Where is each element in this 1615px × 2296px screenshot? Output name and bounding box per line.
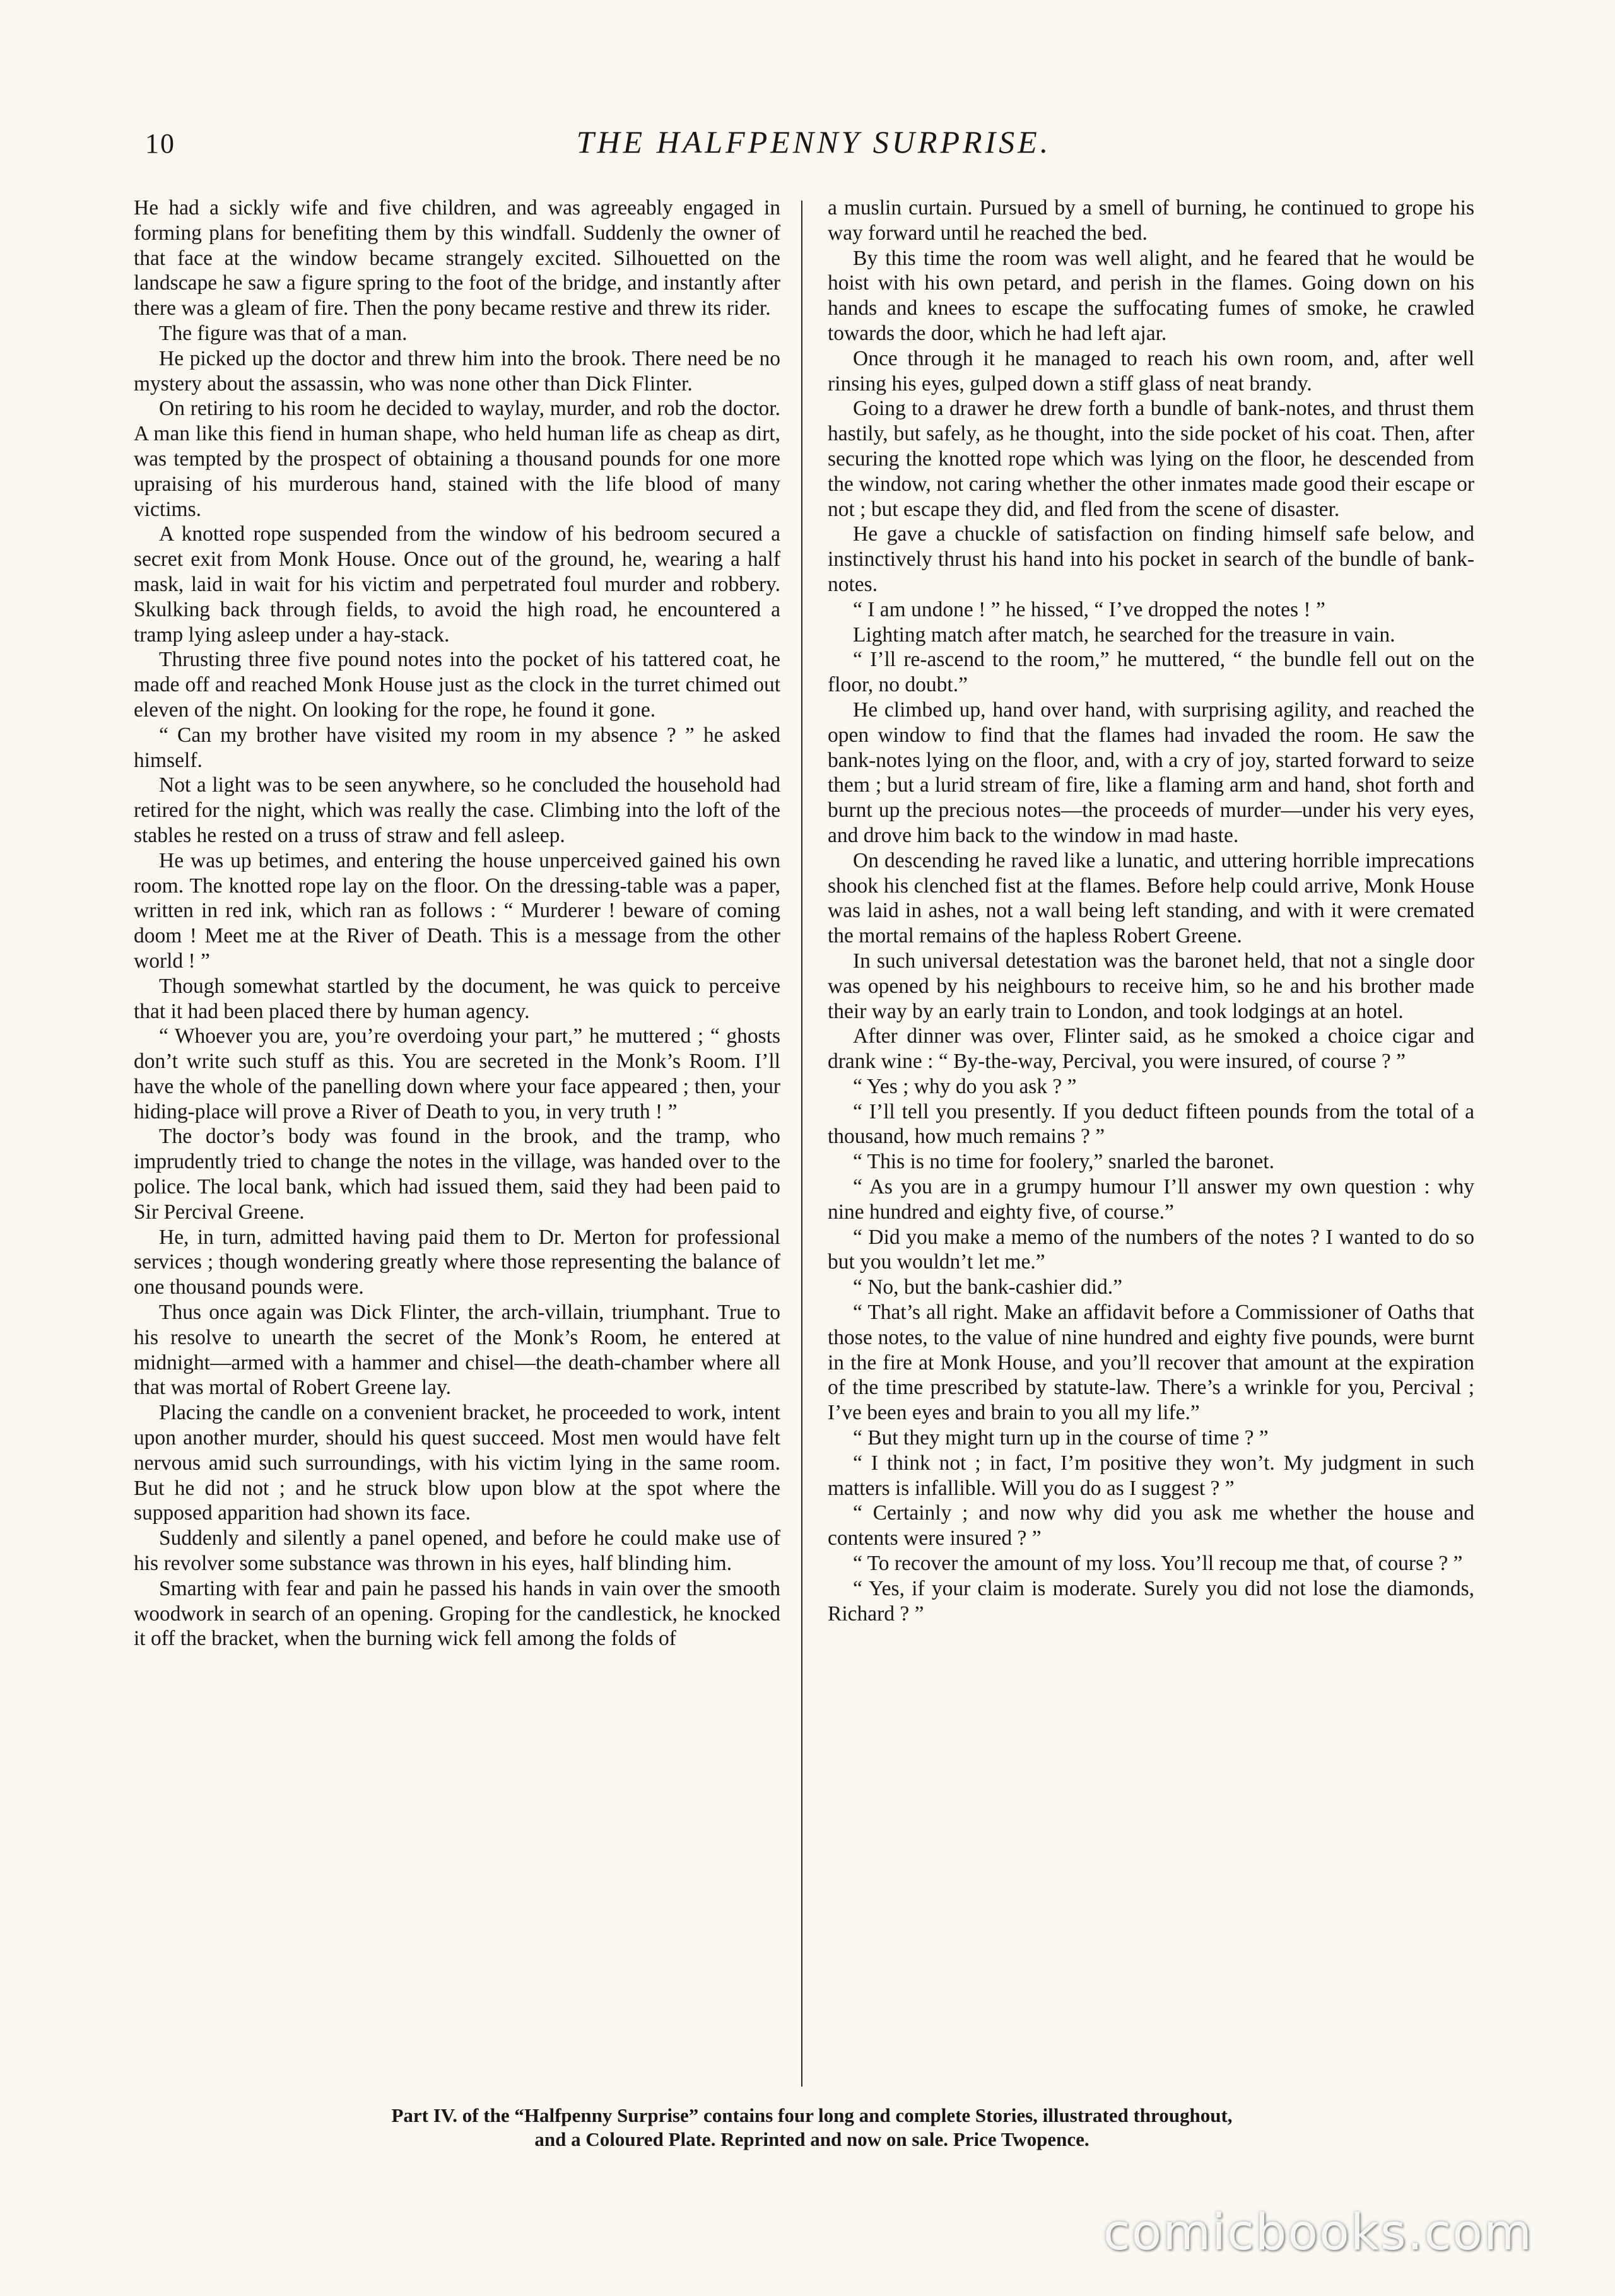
paragraph: “ Yes, if your claim is moderate. Surely you did not lose the diamonds, Richard ? ” [828, 1576, 1474, 1625]
paragraph: He was up betimes, and entering the house unperceived gained his own room. The knotted rope lay on the floor. On the dressing-table was a paper, written in red ink, which ran as follows : “ Murderer ! beware of coming doom ! Meet me at the River of Death. This is a message from the other world ! ” [134, 848, 780, 973]
paragraph: Going to a drawer he drew forth a bundle of bank-notes, and thrust them hastily, but safely, as he thought, into the side pocket of his coat. Then, after securing the knotted rope which was lying on the floor, he descended from the window, not caring whether the other inmates made good their escape or not ; but escape they did, and fled from the scene of disaster. [828, 397, 1474, 521]
paragraph: “ As you are in a grumpy humour I’ll answer my own question : why nine hundred and eighty five, of course.” [828, 1175, 1474, 1224]
paragraph: After dinner was over, Flinter said, as he smoked a choice cigar and drank wine : “ By-the-way, Percival, you were insured, of course ? ” [828, 1024, 1474, 1074]
advertisement-notice [146, 2104, 1477, 2152]
paragraph: Thrusting three five pound notes into the pocket of his tattered coat, he made off and reached Monk House just as the clock in the turret chimed out eleven of the night. On looking for the rope, he found it gone. [134, 648, 780, 722]
paragraph: On retiring to his room he decided to waylay, murder, and rob the doctor. A man like this fiend in human shape, who held human life as cheap as dirt, was tempted by the prospect of obtaining a thousand pounds for one more upraising of his murderous hand, stained with the life blood of many victims. [134, 397, 780, 521]
page-header [145, 124, 1483, 168]
notice-line-2: and a Coloured Plate. Reprinted and now on sale. Price Twopence. [534, 2128, 1089, 2150]
paragraph: a muslin curtain. Pursued by a smell of burning, he continued to grope his way forward until he reached the bed. [828, 196, 1474, 245]
paragraph: “ Did you make a memo of the numbers of the notes ? I wanted to do so but you wouldn’t let me.” [828, 1225, 1474, 1274]
paragraph: He climbed up, hand over hand, with surprising agility, and reached the open window to find that the flames had invaded the room. He saw the bank-notes lying on the floor, and, with a cry of joy, started forward to seize them ; but a lurid stream of fire, like a flaming arm and hand, shot forth and burnt up the precious notes—the proceeds of murder—under his very eyes, and drove him back to the window in mad haste. [828, 698, 1474, 847]
paragraph: “ I think not ; in fact, I’m positive they won’t. My judgment in such matters is infallible. Will you do as I suggest ? ” [828, 1451, 1474, 1500]
paragraph: The doctor’s body was found in the brook, and the tramp, who imprudently tried to change the notes in the village, was handed over to the police. The local bank, which had issued them, said they had been paid to Sir Percival Greene. [134, 1125, 780, 1224]
paragraph: On descending he raved like a lunatic, and uttering horrible imprecations shook his clenched fist at the flames. Before help could arrive, Monk House was laid in ashes, not a wall being left standing, and with it were cremated the mortal remains of the hapless Robert Greene. [828, 848, 1474, 948]
paragraph: “ To recover the amount of my loss. You’ll recoup me that, of course ? ” [853, 1552, 1463, 1576]
paragraph: “ I’ll tell you presently. If you deduct fifteen pounds from the total of a thousand, how much remains ? ” [828, 1099, 1474, 1149]
paragraph: Lighting match after match, he searched for the treasure in vain. [853, 623, 1395, 647]
paragraph: “ Certainly ; and now why did you ask me whether the house and contents were insured ? ” [828, 1501, 1474, 1550]
paragraph: He had a sickly wife and five children, and was agreeably engaged in forming plans for benefiting them by this windfall. Suddenly the owner of that face at the window became strangely excited. Silhouetted on the landscape he saw a figure spring to the foot of the bridge, and instantly after there was a gleam of fire. Then the pony became restive and threw its rider. [134, 196, 780, 320]
paragraph: Suddenly and silently a panel opened, and before he could make use of his revolver some substance was thrown in his eyes, half blinding him. [134, 1526, 780, 1576]
paragraph: Smarting with fear and pain he passed his hands in vain over the smooth woodwork in search of an opening. Groping for the candlestick, he knocked it off the bracket, when the burning wick fell among the folds of [134, 1576, 780, 1651]
paragraph: “ Whoever you are, you’re overdoing your part,” he muttered ; “ ghosts don’t write such stuff as this. You are secreted in the Monk’s Room. I’ll have the whole of the panelling down where your face appeared ; then, your hiding-place will prove a River of Death to you, in very truth ! ” [134, 1024, 780, 1123]
left-text-column [134, 196, 780, 2094]
running-title: THE HALFPENNY SURPRISE. [576, 124, 1052, 160]
paragraph: Placing the candle on a convenient bracket, he proceeded to work, intent upon another murder, should his quest succeed. Most men would have felt nervous amid such surroundings, with his victim lying in the same room. But he did not ; and he struck blow upon blow at the spot where the supposed apparition had shown its face. [134, 1401, 780, 1525]
paragraph: In such universal detestation was the baronet held, that not a single door was opened by his neighbours to receive him, so he and his brother made their way by an early train to London, and took lodgings at an hotel. [828, 949, 1474, 1023]
paragraph: “ Can my brother have visited my room in my absence ? ” he asked himself. [134, 723, 780, 772]
paragraph: “ Yes ; why do you ask ? ” [853, 1074, 1077, 1098]
paragraph: “ That’s all right. Make an affidavit before a Commissioner of Oaths that those notes, to the value of nine hundred and eighty five pounds, were burnt in the fire at Monk House, and you’ll recover that amount at the expiration of the time prescribed by statute-law. There’s a wrinkle for you, Percival ; I’ve been eyes and brain to you all my life.” [828, 1301, 1474, 1425]
right-text-column [828, 196, 1474, 2094]
page-number: 10 [145, 128, 175, 159]
paragraph: Though somewhat startled by the document, he was quick to perceive that it had been placed there by human agency. [134, 974, 780, 1023]
paragraph: “ I’ll re-ascend to the room,” he muttered, “ the bundle fell out on the floor, no doubt.” [828, 648, 1474, 697]
paragraph: He, in turn, admitted having paid them to Dr. Merton for professional services ; though wondering greatly where those representing the balance of one thousand pounds were. [134, 1225, 780, 1299]
paragraph: Thus once again was Dick Flinter, the arch-villain, triumphant. True to his resolve to unearth the secret of the Monk’s Room, he entered at midnight—armed with a hammer and chisel—the death-chamber where all that was mortal of Robert Greene lay. [134, 1301, 780, 1400]
site-watermark: comicbooks.com [1103, 2205, 1533, 2261]
paragraph: “ This is no time for foolery,” snarled the baronet. [853, 1150, 1274, 1174]
column-divider [801, 201, 802, 2087]
paragraph: By this time the room was well alight, and he feared that he would be hoist with his own petard, and perish in the flames. Going down on his hands and knees to escape the suffocating fumes of smoke, he crawled towards the door, which he had left ajar. [828, 246, 1474, 345]
paragraph: A knotted rope suspended from the window of his bedroom secured a secret exit from Monk House. Once out of the ground, he, wearing a half mask, laid in wait for his victim and perpetrated foul murder and robbery. Skulking back through fields, to avoid the high road, he encountered a tramp lying asleep under a hay-stack. [134, 522, 780, 647]
paragraph: He picked up the doctor and threw him into the brook. There need be no mystery about the assassin, who was none other than Dick Flinter. [134, 346, 780, 395]
paragraph: “ I am undone ! ” he hissed, “ I’ve dropped the notes ! ” [853, 597, 1325, 621]
paragraph: Not a light was to be seen anywhere, so he concluded the household had retired for the night, which was really the case. Climbing into the loft of the stables he rested on a truss of straw and fell asleep. [134, 773, 780, 847]
paragraph: “ But they might turn up in the course of time ? ” [853, 1426, 1269, 1450]
notice-line-1: Part IV. of the “Halfpenny Surprise” contains four long and complete Stories, illustrated throughout, [391, 2104, 1233, 2126]
paragraph: Once through it he managed to reach his own room, and, after well rinsing his eyes, gulped down a stiff glass of neat brandy. [828, 346, 1474, 395]
paragraph: He gave a chuckle of satisfaction on finding himself safe below, and instinctively thrust his hand into his pocket in search of the bundle of bank-notes. [828, 522, 1474, 596]
paragraph: The figure was that of a man. [159, 321, 408, 345]
paragraph: “ No, but the bank-cashier did.” [853, 1275, 1122, 1299]
